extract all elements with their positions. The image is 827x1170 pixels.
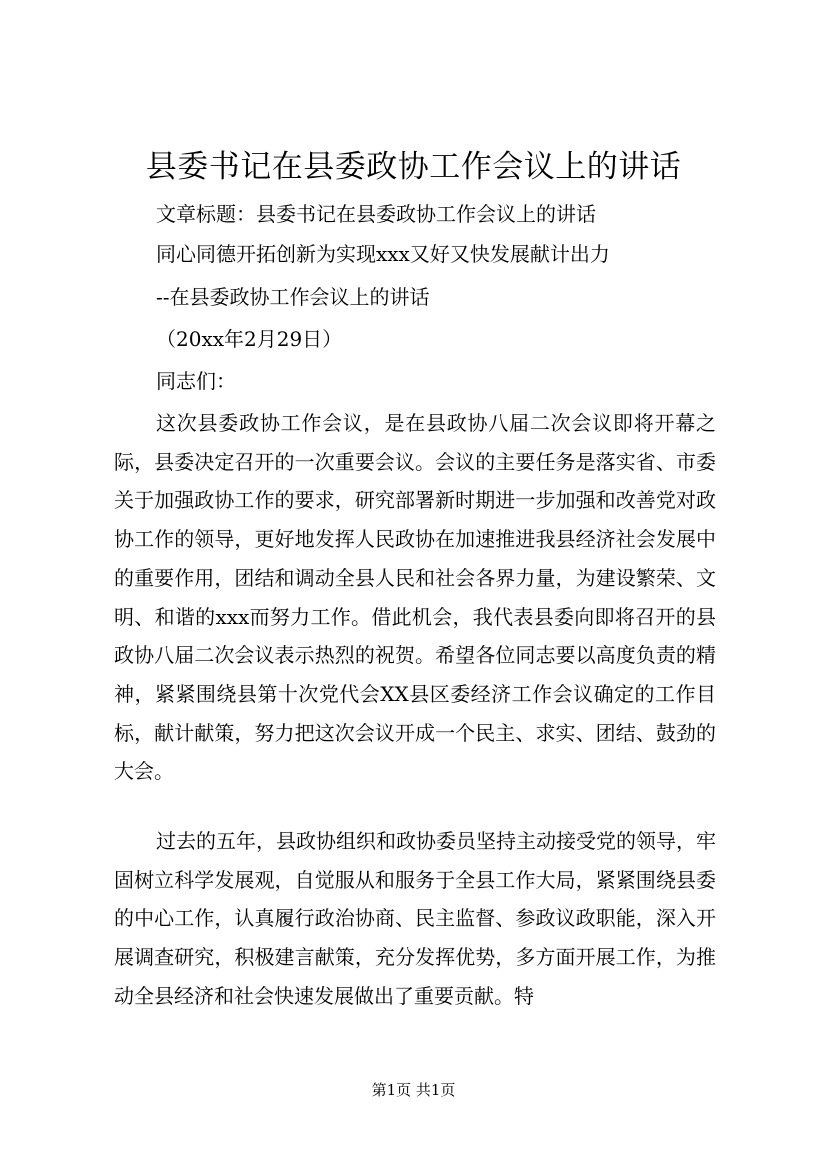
paragraph: 过去的五年，县政协组织和政协委员坚持主动接受党的领导，牢固树立科学发展观，自觉服从和服务于全县工作大局，紧紧围绕县委的中心工作，认真履行政治协商、民主监督、参政议政职能，深入开展调查研究，积极建言献策，充分发挥优势，多方面开展工作，为推动全县经济和社会快速发展做出了重要贡献。特	[114, 829, 716, 1008]
paragraph: 这次县委政协工作会议，是在县政协八届二次会议即将开幕之际，县委决定召开的一次重要会议。会议的主要任务是落实省、市委关于加强政协工作的要求，研究部署新时期进一步加强和改善党对政协工作的领导，更好地发挥人民政协在加速推进我县经济社会发展中的重要作用，团结和调动全县人民和社会各界力量，为建设繁荣、文明、和谐的xxx而努力工作。借此机会，我代表县委向即将召开的县政协八届二次会议表示热烈的祝贺。希望各位同志要以高度负责的精神，紧紧围绕县第十次党代会XX县区委经济工作会议确定的工作目标，献计献策，努力把这次会议开成一个民主、求实、团结、鼓劲的大会。	[114, 411, 716, 784]
subtitle-line: --在县委政协工作会议上的讲话	[156, 285, 430, 309]
page-indicator: 第1页 共1页	[371, 1081, 456, 1099]
salutation: 同志们：	[156, 369, 236, 393]
date-line: （20xx年2月29日）	[156, 327, 343, 351]
document-title: 县委书记在县委政协工作会议上的讲话	[145, 149, 682, 185]
article-title-line: 文章标题：县委书记在县委政协工作会议上的讲话	[156, 202, 596, 226]
heading-line: 同心同德开拓创新为实现xxx又好又快发展献计出力	[156, 242, 610, 266]
